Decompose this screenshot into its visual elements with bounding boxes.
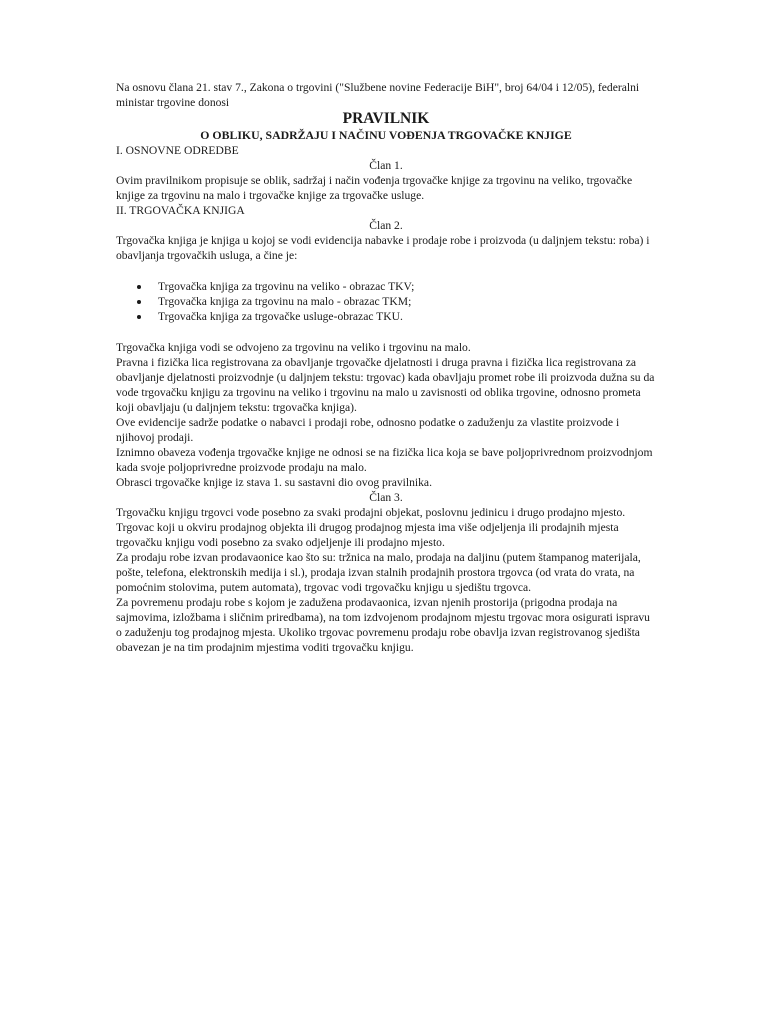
paragraph: Trgovačku knjigu trgovci vode posebno za svaki prodajni objekat, poslovnu jedinicu i drugo prodajno mjesto. [116,506,626,519]
paragraph: Za prodaju robe izvan prodavaonice kao što su: tržnica na malo, prodaja na daljinu (putem štampanog materijala, pošte, telefona, elektronskih medija i sl.), prodaja izvan stalnih prodajnih prostora trgovca (od vrata do vrata, na pomoćnim stolovima, putem automata), trgovac vodi trgovačku knjigu u sjedištu trgovca. [116,551,641,594]
paragraph: Iznimno obaveza vođenja trgovačke knjige ne odnosi se na fizička lica koja se bave poljoprivrednom proizvodnjom kada svoje poljoprivredne proizvode prodaju na malo. [116,446,653,474]
article-heading-1: Član 1. [369,159,403,172]
article-heading-2: Član 2. [369,219,403,232]
section-heading-1: I. OSNOVNE ODREDBE [116,144,239,157]
bullet-list [116,279,656,324]
list-item: Trgovačka knjiga za trgovačke usluge-obrazac TKU. [158,309,656,324]
document-page [116,80,656,655]
article-heading-3: Član 3. [369,491,403,504]
document-title: PRAVILNIK [342,110,430,127]
paragraph: Ovim pravilnikom propisuje se oblik, sadržaj i način vođenja trgovačke knjige za trgovinu na veliko, trgovačke knjige za trgovinu na malo i trgovačke knjige za trgovačke usluge. [116,174,633,202]
paragraph: Trgovačka knjiga vodi se odvojeno za trgovinu na veliko i trgovinu na malo. [116,341,471,354]
paragraph: Trgovačka knjiga je knjiga u kojoj se vodi evidencija nabavke i prodaje robe i proizvoda (u daljnjem tekstu: roba) i obavljanja trgovačkih usluga, a čine je: [116,234,650,262]
paragraph: Trgovac koji u okviru prodajnog objekta ili drugog prodajnog mjesta ima više odjeljenja ili prodajnih mjesta trgovačku knjigu vodi posebno za svako odjeljenje ili prodajno mjesto. [116,521,619,549]
intro-paragraph: Na osnovu člana 21. stav 7., Zakona o trgovini ("Službene novine Federacije BiH", broj 64/04 i 12/05), federalni ministar trgovine donosi [116,81,640,109]
section-heading-2: II. TRGOVAČKA KNJIGA [116,204,245,217]
paragraph: Pravna i fizička lica registrovana za obavljanje trgovačke djelatnosti i druga pravna i fizička lica registrovana za obavljanje djelatnosti proizvodnje (u daljnjem tekstu: trgovac) kada obavljaju promet robe ili proizvoda dužna su da vode trgovačku knjigu za trgovinu na veliko i trgovinu na malo u zavisnosti od oblika trgovine, odnosno prometa koji obavljaju (u daljnjem tekstu: trgovačka knjiga). [116,356,655,414]
list-item: Trgovačka knjiga za trgovinu na veliko - obrazac TKV; [158,279,656,294]
paragraph: Obrasci trgovačke knjige iz stava 1. su sastavni dio ovog pravilnika. [116,476,432,489]
list-item: Trgovačka knjiga za trgovinu na malo - obrazac TKM; [158,294,656,309]
paragraph: Za povremenu prodaju robe s kojom je zadužena prodavaonica, izvan njenih prostorija (prigodna prodaja na sajmovima, izložbama i sličnim priredbama), na tom izdvojenom prodajnom mjestu trgovac mora osigurati ispravu o zaduženju tog prodajnog mjesta. Ukoliko trgovac povremenu prodaju robe obavlja izvan registrovanog sjedišta obavezan je na tim prodajnim mjestima voditi trgovačku knjigu. [116,596,650,654]
paragraph: Ove evidencije sadrže podatke o nabavci i prodaji robe, odnosno podatke o zaduženju za vlastite proizvode i njihovoj prodaji. [116,416,620,444]
document-subtitle: O OBLIKU, SADRŽAJU I NAČINU VOĐENJA TRGOVAČKE KNJIGE [200,128,572,142]
